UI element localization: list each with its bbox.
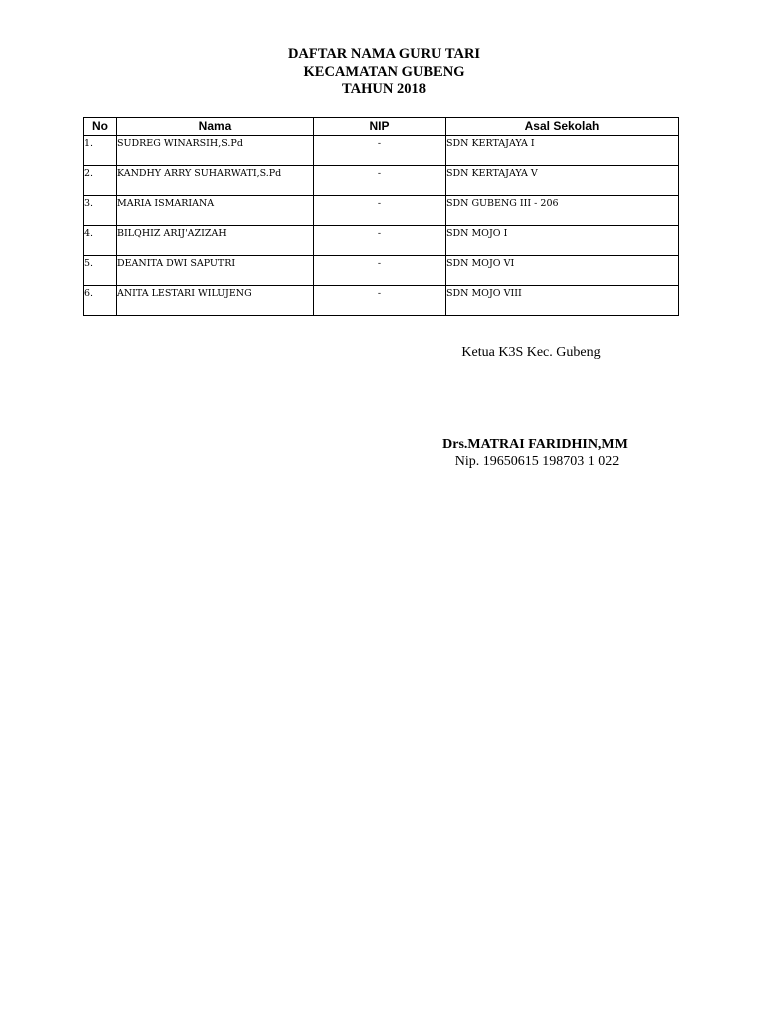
table-row <box>84 166 679 196</box>
column-header-asal-sekolah: Asal Sekolah <box>446 118 679 136</box>
cell-no: 5. <box>84 256 117 286</box>
table-row <box>84 286 679 316</box>
cell-asal-sekolah: SDN GUBENG III - 206 <box>446 196 679 226</box>
cell-nip: - <box>314 226 446 256</box>
cell-nip: - <box>314 256 446 286</box>
column-header-no: No <box>84 118 117 136</box>
cell-no: 1. <box>84 136 117 166</box>
signatory-nip: Nip. 19650615 198703 1 022 <box>454 454 620 469</box>
signatory-role: Ketua K3S Kec. Gubeng <box>461 345 601 360</box>
cell-asal-sekolah: SDN MOJO VIII <box>446 286 679 316</box>
cell-nip: - <box>314 166 446 196</box>
table-header-row <box>84 118 679 136</box>
table-row <box>84 136 679 166</box>
teacher-table <box>83 117 679 316</box>
column-header-nip: NIP <box>314 118 446 136</box>
title-line-1: DAFTAR NAMA GURU TARI <box>287 46 481 62</box>
cell-no: 6. <box>84 286 117 316</box>
cell-no: 2. <box>84 166 117 196</box>
cell-nama: KANDHY ARRY SUHARWATI,S.Pd <box>117 166 314 196</box>
title-line-3: TAHUN 2018 <box>342 81 426 97</box>
cell-nip: - <box>314 286 446 316</box>
cell-asal-sekolah: SDN KERTAJAYA I <box>446 136 679 166</box>
cell-asal-sekolah: SDN MOJO I <box>446 226 679 256</box>
signatory-name: Drs.MATRAI FARIDHIN,MM <box>442 437 628 452</box>
table-row <box>84 226 679 256</box>
cell-asal-sekolah: SDN KERTAJAYA V <box>446 166 679 196</box>
table-row <box>84 196 679 226</box>
cell-nip: - <box>314 136 446 166</box>
cell-no: 4. <box>84 226 117 256</box>
cell-nama: BILQHIZ ARIJ'AZIZAH <box>117 226 314 256</box>
title-line-2: KECAMATAN GUBENG <box>303 63 465 80</box>
cell-nama: SUDREG WINARSIH,S.Pd <box>117 136 314 166</box>
cell-asal-sekolah: SDN MOJO VI <box>446 256 679 286</box>
cell-nama: MARIA ISMARIANA <box>117 196 314 226</box>
cell-nama: ANITA LESTARI WILUJENG <box>117 286 314 316</box>
cell-no: 3. <box>84 196 117 226</box>
table-row <box>84 256 679 286</box>
cell-nama: DEANITA DWI SAPUTRI <box>117 256 314 286</box>
document-title <box>0 46 768 99</box>
cell-nip: - <box>314 196 446 226</box>
column-header-nama: Nama <box>117 118 314 136</box>
